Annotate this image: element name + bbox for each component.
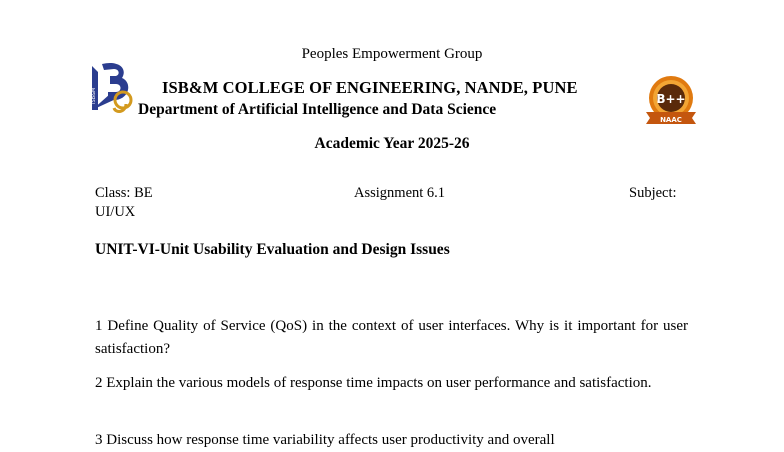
college-logo-icon: [88, 58, 138, 116]
naac-badge-icon: [640, 74, 702, 126]
subject-value: UI/UX: [95, 204, 136, 220]
unit-title: UNIT-VI-Unit Usability Evaluation and Design Issues: [95, 241, 450, 258]
academic-year: Academic Year 2025-26: [314, 135, 470, 152]
svg-text:ISB&M: ISB&M: [91, 87, 97, 104]
naac-grade-text: B++: [656, 92, 686, 106]
department-name: Department of Artificial Intelligence and Data Science: [138, 101, 497, 118]
subject-label: Subject:: [629, 185, 677, 201]
question-3: 3 Discuss how response time variability affects user productivity and overall: [95, 432, 555, 448]
group-name: Peoples Empowerment Group: [301, 46, 483, 62]
assignment-number: Assignment 6.1: [354, 185, 446, 201]
class-label: Class: BE: [95, 185, 153, 201]
question-1: 1 Define Quality of Service (QoS) in the context of user interfaces. Why is it important for user satisfaction?: [95, 318, 688, 357]
college-name: ISB&M COLLEGE OF ENGINEERING, NANDE, PUNE: [162, 78, 578, 97]
question-2: 2 Explain the various models of response time impacts on user performance and satisfaction.: [95, 375, 652, 391]
naac-label-text: NAAC: [660, 116, 682, 124]
